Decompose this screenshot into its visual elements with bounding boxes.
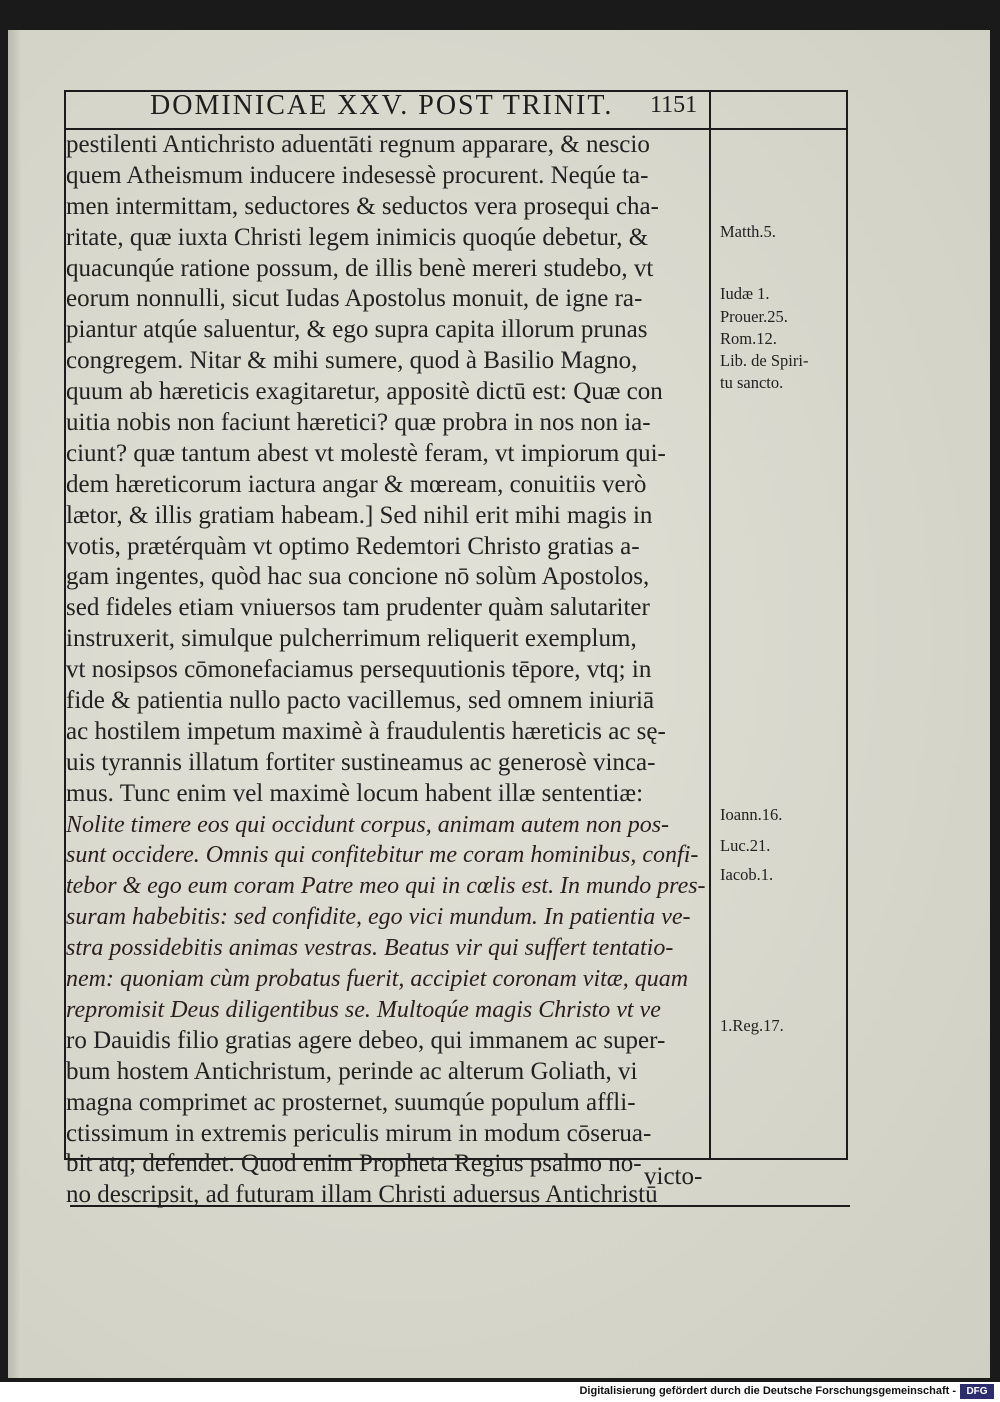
- text-line: suram habebitis: sed confidite, ego vici mundum. In patientia ve-: [66, 904, 691, 931]
- catchword: victo-: [644, 1163, 703, 1190]
- text-line: ac hostilem impetum maximè à fraudulentis hæreticis ac sę-: [66, 717, 666, 745]
- margin-note: Iudæ 1.: [720, 284, 770, 303]
- text-line: no descripsit, ad futuram illam Christi aduersus Antichristū: [66, 1181, 658, 1209]
- text-line: dem hæreticorum iactura angar & mœream, conuitiis verò: [66, 470, 647, 498]
- margin-note: Prouer.25.: [720, 307, 788, 326]
- text-line: votis, prætérquàm vt optimo Redemtori Christo gratias a-: [66, 532, 640, 560]
- page-number: 1151: [650, 92, 698, 118]
- text-line: repromisit Deus diligentibus se. Multoqúe magis Christo vt ve: [66, 996, 661, 1023]
- text-line: uis tyrannis illatum fortiter sustineamus ac generosè vinca-: [66, 748, 656, 776]
- text-line: stra possidebitis animas vestras. Beatus vir qui suffert tentatio-: [66, 935, 674, 962]
- text-line: gam ingentes, quòd hac sua concione nō solùm Apostolos,: [66, 563, 650, 591]
- text-line: sunt occidere. Omnis qui confitebitur me coram hominibus, confi-: [66, 842, 699, 869]
- running-title: DOMINICAE XXV. POST TRINIT.: [150, 90, 614, 121]
- digitization-footer: [0, 1382, 1000, 1402]
- margin-note: Iacob.1.: [720, 865, 774, 884]
- page-gutter: [8, 30, 22, 1378]
- text-line: magna comprimet ac prosternet, suumqúe populum affli-: [66, 1088, 636, 1116]
- text-line: pestilenti Antichristo aduentāti regnum apparare, & nescio: [66, 131, 650, 158]
- text-line: vt nosipsos cōmonefaciamus persequutionis tēpore, vtq; in: [66, 656, 652, 684]
- text-line: ritate, quæ iuxta Christi legem inimicis quoqúe debetur, &: [66, 223, 649, 251]
- text-line: nem: quoniam cùm probatus fuerit, accipiet coronam vitæ, quam: [66, 966, 689, 993]
- margin-note: Rom.12.: [720, 329, 777, 348]
- funding-credit: Digitalisierung gefördert durch die Deutsche Forschungsgemeinschaft -: [579, 1385, 956, 1397]
- margin-note: 1.Reg.17.: [720, 1016, 784, 1035]
- text-line: ciunt? quæ tantum abest vt molestè feram, vt impiorum qui-: [66, 439, 666, 467]
- text-line: instruxerit, simulque pulcherrimum reliquerit exemplum,: [66, 625, 637, 653]
- text-line: quum ab hæreticis exagitaretur, appositè dictū est: Quæ con: [66, 378, 663, 406]
- margin-note: Ioann.16.: [720, 805, 783, 824]
- text-line: fide & patientia nullo pacto vacillemus, sed omnem iniuriā: [66, 687, 655, 715]
- text-line: ctissimum in extremis periculis mirum in modum cōserua-: [66, 1119, 652, 1147]
- text-line: quem Atheismum inducere indesessè procurent. Neqúe ta-: [66, 161, 649, 189]
- column-divider: [709, 90, 711, 1160]
- main-text-column: [66, 130, 706, 1211]
- margin-note: Matth.5.: [720, 222, 776, 241]
- text-line: congregem. Nitar & mihi sumere, quod à Basilio Magno,: [66, 347, 638, 375]
- dfg-logo: DFG: [960, 1384, 994, 1399]
- text-line: uitia nobis non faciunt hæretici? quæ probra in nos non ia-: [66, 409, 651, 437]
- text-line: tebor & ego eum coram Patre meo qui in cœlis est. In mundo pres-: [66, 873, 706, 900]
- text-line: bum hostem Antichristum, perinde ac alterum Goliath, vi: [66, 1057, 638, 1085]
- text-line: eorum nonnulli, sicut Iudas Apostolus monuit, de igne ra-: [66, 285, 643, 313]
- text-line: piantur atqúe saluentur, & ego supra capita illorum prunas: [66, 316, 648, 344]
- margin-note: tu sancto.: [720, 373, 784, 392]
- text-line: bit atq; defendet. Quod enim Propheta Regius psalmo no-: [66, 1150, 642, 1178]
- margin-note: Lib. de Spiri-: [720, 351, 809, 370]
- text-line: lætor, & illis gratiam habeam.] Sed nihil erit mihi magis in: [66, 501, 653, 529]
- text-line: sed fideles etiam vniuersos tam prudenter quàm salutariter: [66, 594, 650, 622]
- running-header: [150, 88, 720, 128]
- text-line: Nolite timere eos qui occidunt corpus, animam autem non pos-: [66, 811, 670, 838]
- text-line: ro Dauidis filio gratias agere debeo, qui immanem ac super-: [66, 1026, 666, 1054]
- margin-note: Luc.21.: [720, 836, 771, 855]
- text-line: men intermittam, seductores & seductos vera prosequi cha-: [66, 192, 659, 220]
- text-line: mus. Tunc enim vel maximè locum habent illæ sententiæ:: [66, 779, 644, 807]
- right-border: [846, 90, 848, 1160]
- text-line: quacunqúe ratione possum, de illis benè mereri studebo, vt: [66, 254, 654, 282]
